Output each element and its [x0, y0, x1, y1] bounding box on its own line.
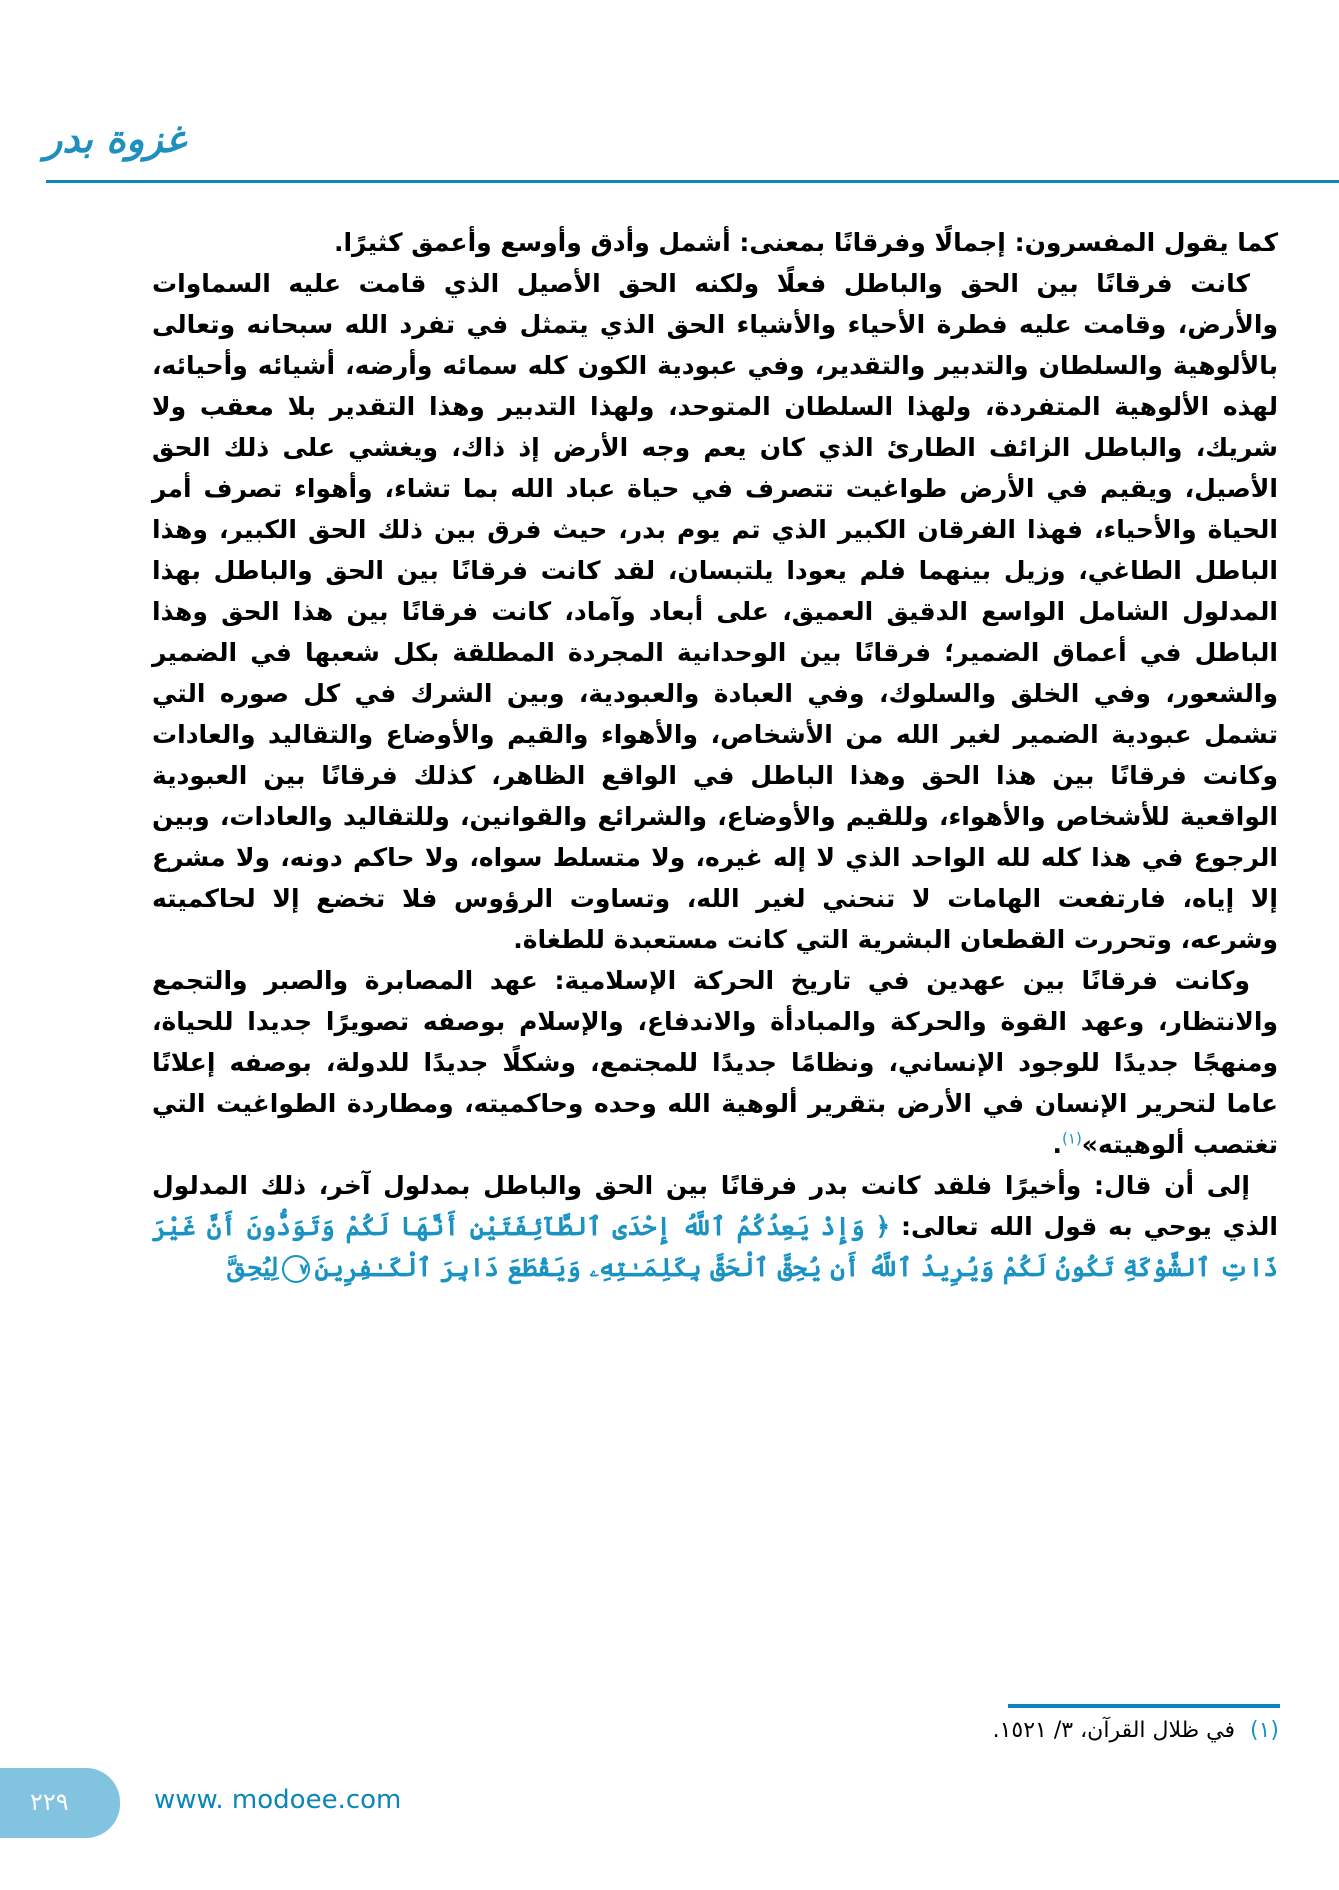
header-divider — [46, 180, 1339, 183]
website-link[interactable]: www. modoee.com — [154, 1785, 402, 1815]
ayah-number-badge: ٧ — [282, 1255, 310, 1283]
paragraph-4 — [152, 1165, 1278, 1288]
footnote-divider — [1008, 1704, 1280, 1708]
paragraph-1: كما يقول المفسرون: إجمالًا وفرقانًا بمعنى: أشمل وأدق وأوسع وأعمق كثيرًا. — [333, 228, 1278, 257]
book-title: غزوة بدر — [44, 116, 186, 161]
footnote-text: في ظلال القرآن، ٣/ ١٥٢١. — [992, 1718, 1235, 1743]
main-text — [152, 222, 1278, 1288]
footnote-1 — [993, 1716, 1279, 1746]
paragraph-4-intro: إلى أن قال: وأخيرًا فلقد كانت بدر فرقانًا بين الحق والباطل بمدلول آخر، ذلك المدلول الذي يوحي به قول الله تعالى: — [152, 1171, 1278, 1241]
page-number: ٢٢٩ — [30, 1788, 69, 1816]
paragraph-2: كانت فرقانًا بين الحق والباطل فعلًا ولكنه الحق الأصيل الذي قامت عليه السماوات والأرض، وقامت عليه فطرة الأحياء والأشياء الحق الذي يتمثل في تفرد الله سبحانه وتعالى بالألوهية والسلطان والتدبير والتقدير، وفي عبودية الكون كله سمائه وأرضه، أشيائه وأحيائه، لهذه الألوهية المتفردة، ولهذا السلطان المتوحد، ولهذا التدبير وهذا التقدير بلا معقب ولا شريك، والباطل الزائف الطارئ الذي كان يعم وجه الأرض إذ ذاك، ويغشي على ذلك الحق الأصيل، ويقيم في الأرض طواغيت تتصرف في حياة عباد الله بما تشاء، وأهواء تصرف أمر الحياة والأحياء، فهذا الفرقان الكبير الذي تم يوم بدر، حيث فرق بين ذلك الحق الكبير، وهذا الباطل الطاغي، وزيل بينهما فلم يعودا يلتبسان، لقد كانت فرقانًا بين الحق والباطل بهذا المدلول الشامل الواسع الدقيق العميق، على أبعاد وآماد، كانت فرقانًا بين هذا الحق وهذا الباطل في أعماق الضمير؛ فرقانًا بين الوحدانية المجردة المطلقة بكل شعبها في الضمير والشعور، وفي الخلق والسلوك، وفي العبادة والعبودية، وبين الشرك في كل صوره التي تشمل عبودية الضمير لغير الله من الأشخاص، والأهواء والقيم والأوضاع والتقاليد والعادات وكانت فرقانًا بين هذا الحق وهذا الباطل في الواقع الظاهر، كذلك فرقانًا بين العبودية الواقعية للأشخاص والأهواء، وللقيم والأوضاع، والشرائع والقوانين، وللتقاليد والعادات، وبين الرجوع في هذا كله لله الواحد الذي لا إله غيره، ولا متسلط سواه، ولا حاكم دونه، ولا مشرع إلا إياه، فارتفعت الهامات لا تنحني لغير الله، وتساوت الرؤوس فلا تخضع إلا لحاكميته وشرعه، وتحررت القطعان البشرية التي كانت مستعبدة للطغاة. — [152, 269, 1278, 954]
paragraph-3 — [152, 960, 1278, 1165]
footnote-marker: (١) — [1249, 1718, 1279, 1743]
paragraph-3-text: وكانت فرقانًا بين عهدين في تاريخ الحركة الإسلامية: عهد المصابرة والصبر والتجمع والانتظار، وعهد القوة والحركة والمبادأة والاندفاع، والإسلام بوصفه تصويرًا جديدا للحياة، ومنهجًا جديدًا للوجود الإنساني، ونظامًا جديدًا للمجتمع، وشكلًا جديدًا للدولة، بوصفه إعلانًا عاما لتحرير الإنسان في الأرض بتقرير ألوهية الله وحده وحاكميته، ومطاردة الطواغيت التي تغتصب ألوهيته» — [152, 966, 1278, 1159]
quran-bracket-ornament-icon: ﴿ — [875, 1212, 891, 1241]
page-number-badge — [0, 1768, 120, 1838]
footnote-reference[interactable]: (١) — [1062, 1129, 1082, 1148]
paragraph-3-end: . — [1052, 1130, 1063, 1159]
quran-verse-continuation: لِيُحِقَّ — [226, 1253, 279, 1282]
quran-verse: وَإِذْ يَعِدُكُمُ ٱللَّهُ إِحْدَى ٱلطَّآئِفَتَيْنِ أَنَّهَا لَكُمْ وَتَوَدُّونَ أَنَّ غَيْرَ ذَاتِ ٱلشَّوْكَةِ تَكُونُ لَكُمْ وَيُرِيدُ ٱللَّهُ أَن يُحِقَّ ٱلْحَقَّ بِكَلِمَـٰتِهِۦ وَيَقْطَعَ دَابِرَ ٱلْكَـٰفِرِينَ — [152, 1212, 1278, 1282]
